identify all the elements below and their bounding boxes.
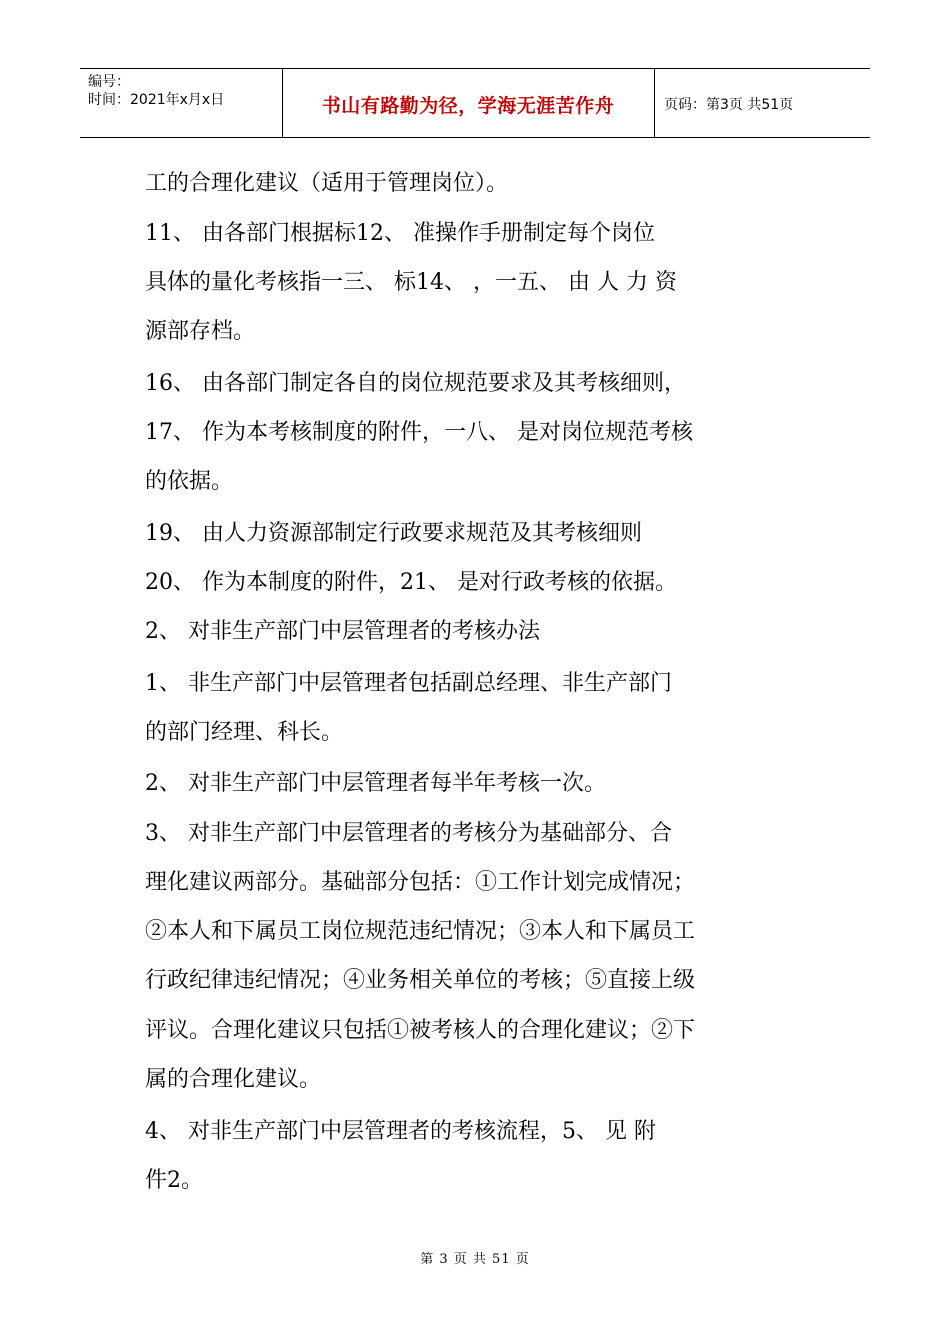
date-label: 时间：2021年x月x日 xyxy=(88,92,225,108)
body-line: 理化建议两部分。基础部分包括：①工作计划完成情况； xyxy=(145,870,696,895)
body-line: 行政纪律违纪情况；④业务相关单位的考核；⑤直接上级 xyxy=(145,968,696,993)
body-line: 的部门经理、科长。 xyxy=(145,720,344,745)
page-footer: 第 3 页 共 51 页 xyxy=(420,1252,530,1267)
body-line: 具体的量化考核指一三、 标14、 ，一五、 由 人 力 资 xyxy=(145,270,677,295)
body-line: 1、 非生产部门中层管理者包括副总经理、非生产部门 xyxy=(145,671,672,696)
body-line: 19、 由人力资源部制定行政要求规范及其考核细则 xyxy=(145,521,642,546)
page-header xyxy=(80,68,870,138)
body-line: 的依据。 xyxy=(145,469,234,494)
body-line: 20、 作为本制度的附件，21、 是对行政考核的依据。 xyxy=(145,570,677,595)
header-motto-cell xyxy=(282,69,655,137)
body-line: 属的合理化建议。 xyxy=(145,1067,322,1092)
body-line: 11、 由各部门根据标12、 准操作手册制定每个岗位 xyxy=(145,221,655,246)
body-line: 17、 作为本考核制度的附件，一八、 是对岗位规范考核 xyxy=(145,420,693,445)
body-line: ②本人和下属员工岗位规范违纪情况；③本人和下属员工 xyxy=(145,919,696,944)
motto-text: 书山有路勤为径，学海无涯苦作舟 xyxy=(321,95,615,117)
body-line: 工的合理化建议（适用于管理岗位）。 xyxy=(145,171,509,196)
body-line: 3、 对非生产部门中层管理者的考核分为基础部分、合 xyxy=(145,821,672,846)
body-line: 2、 对非生产部门中层管理者每半年考核一次。 xyxy=(145,771,606,796)
body-line: 评议。合理化建议只包括①被考核人的合理化建议；②下 xyxy=(145,1018,696,1043)
body-line: 件2。 xyxy=(145,1168,203,1193)
body-line: 源部存档。 xyxy=(145,319,256,344)
body-line: 16、 由各部门制定各自的岗位规范要求及其考核细则， xyxy=(145,371,686,396)
body-line: 4、 对非生产部门中层管理者的考核流程，5、 见 附 xyxy=(145,1119,656,1144)
body-line: 2、 对非生产部门中层管理者的考核办法 xyxy=(145,619,540,644)
page-info: 页码：第3页 共51页 xyxy=(664,97,794,113)
header-meta xyxy=(80,69,283,137)
serial-label: 编号： xyxy=(88,74,130,90)
header-page-cell xyxy=(654,69,870,137)
